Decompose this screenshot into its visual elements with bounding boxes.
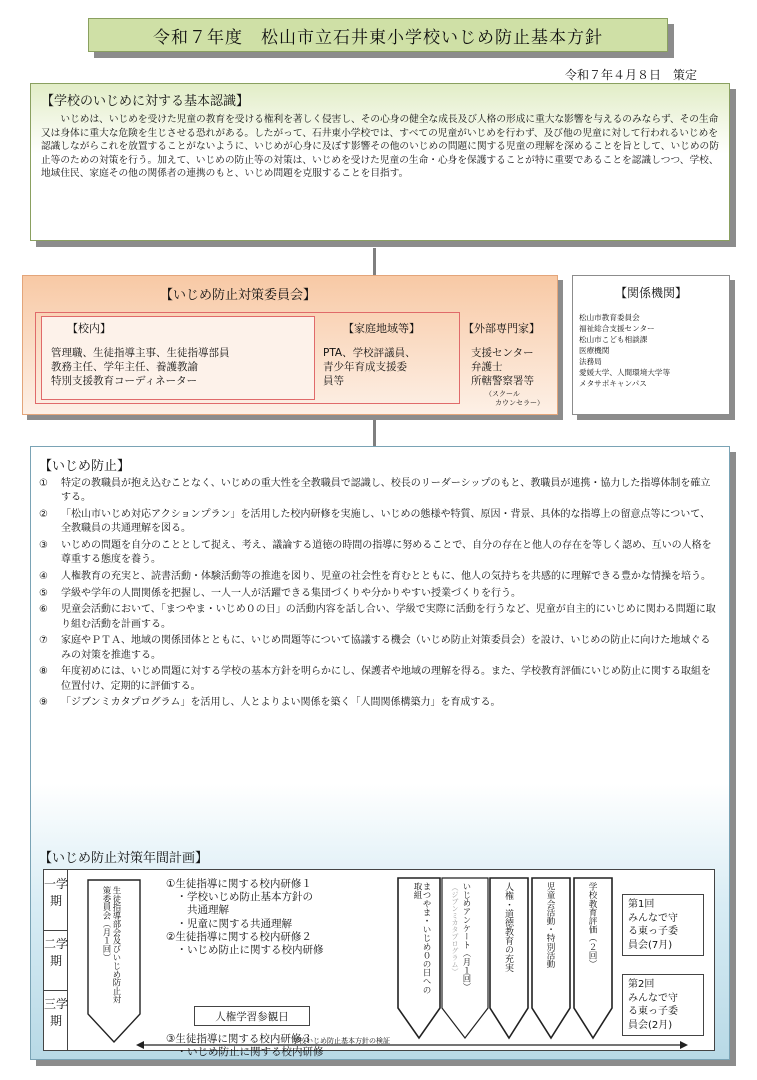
basic-heading: 【学校のいじめに対する基本認識】	[41, 94, 250, 109]
basic-body: いじめは、いじめを受けた児童の教育を受ける権利を著しく侵害し、その心身の健全な成長及び人格の形成に重大な影響を与えるのみならず、その生命又は身体に重大な危険を生じさせる恐れがある。したがって、石井東小学校では、すべての児童がいじめを行わず、及び他の児童に対して行われるいじめを認識しながらこれを放置することがないように、いじめが心身に及ぼす影響その他のいじめの問題に関する児童の理解を深めることを旨として、いじめの防止等のための対策を行う。加えて、いじめの防止等の対策は、いじめを受けた児童の生命・心身を保護することが特に重要であることを認識しつつ、学校、地域住民、家庭その他の関係者の連携のもと、いじめ問題を克服することを目指す。	[41, 114, 719, 180]
prevention-item	[39, 477, 719, 506]
column-text-2-sub: （ジブンミカタプログラム）	[451, 884, 459, 975]
meeting-line: る東っ子委	[628, 1006, 678, 1017]
prevention-item	[39, 696, 719, 710]
expert-note-line: カウンセラー）	[495, 399, 544, 407]
item-text: 特定の教職員が抱え込むことなく、いじめの重大性を全教職員で認識し、校長のリーダーシップのもと、教職員が連携・協力した指導体制を確立する。	[61, 478, 711, 504]
column-text-2: いじめアンケート（月１回）	[462, 882, 472, 992]
training-line: ・学校いじめ防止基本方針の	[166, 891, 313, 904]
item-number: ③	[39, 539, 48, 551]
home-member-line: 青少年育成支援委	[323, 361, 407, 373]
term-divider	[44, 990, 68, 991]
prevention-item	[39, 634, 719, 663]
meeting-line: 第1回	[628, 899, 655, 910]
verification-arrow	[136, 1040, 688, 1050]
school-member-line: 特別支援教育コーディネーター	[51, 375, 198, 387]
related-list	[579, 312, 670, 389]
verification-label: 学校いじめ防止基本方針の検証	[292, 1037, 390, 1045]
annual-plan	[43, 869, 715, 1059]
related-item: 松山市こども相談課	[579, 335, 648, 344]
item-number: ①	[39, 478, 48, 489]
item-number: ②	[39, 508, 48, 520]
meeting-line: みんなで守	[628, 912, 678, 924]
prevention-item	[39, 539, 719, 568]
prevention-item	[39, 587, 719, 601]
home-member-line: PTA、学校評議員、	[323, 347, 416, 359]
item-text: 人権教育の充実と、読書活動・体験活動等の推進を図り、児童の社会性を育むとともに、他人の気持ちを共感的に理解できる豊かな情操を培う。	[61, 570, 711, 582]
item-text: 児童会活動において、「まつやま・いじめ０の日」の活動内容を話し合い、学級で実際に活動を行うなど、児童が自主的にいじめに関わる問題に取り組む活動を計画する。	[61, 604, 716, 630]
page-title	[88, 18, 668, 52]
term-3: 三学期	[44, 997, 69, 1028]
item-text: 「松山市いじめ対応アクションプラン」を活用した校内研修を実施し、いじめの態様や特質、原因・背景、具体的な指導上の留意点等について、全教職員の共通理解を図る。	[61, 508, 711, 535]
meeting-line: 員会(2月)	[628, 1019, 673, 1031]
expert-member-line: 所轄警察署等	[471, 375, 534, 387]
training-line: ・児童に関する共通理解	[166, 917, 292, 930]
prevention-list	[39, 477, 719, 713]
related-item: 松山市教育委員会	[579, 313, 640, 322]
item-number: ④	[39, 570, 48, 582]
related-agencies-section	[572, 275, 730, 415]
item-text: 学級や学年の人間関係を把握し、一人一人が活躍できる集団づくりや分かりやすい授業づくりを行う。	[61, 587, 521, 599]
plan-heading: 【いじめ防止対策年間計画】	[39, 851, 209, 866]
related-item: 愛媛大学、人間環境大学等	[579, 368, 671, 377]
school-members	[51, 346, 230, 388]
term-divider	[44, 930, 68, 931]
school-member-line: 教務主任、学年主任、養護教諭	[51, 361, 198, 373]
training-line: ①生徒指導に関する校内研修１	[166, 878, 312, 890]
training-line: ・いじめ防止に関する校内研修	[166, 944, 324, 957]
term-1: 一学期	[44, 877, 69, 908]
terms-column	[44, 870, 68, 1050]
column-text-1: まつやま・いじめ０の日への取組	[412, 882, 431, 994]
item-text: いじめの問題を自分のこととして捉え、考え、議論する道徳の時間の指導に努めることで、自分の存在と他人の存在を等しく認め、互いの人格を尊重する態度を養う。	[61, 539, 712, 566]
committee-title: 【いじめ防止対策委員会】	[159, 288, 316, 303]
date-text: 令和７年４月８日 策定	[564, 68, 697, 82]
related-item: 福祉総合支援センター	[579, 324, 655, 333]
meeting-line: みんなで守	[628, 992, 678, 1004]
connector-line	[373, 420, 376, 446]
meeting-1	[622, 894, 704, 956]
home-member-line: 員等	[323, 375, 344, 387]
prevention-item	[39, 508, 719, 537]
item-text: 「ジブンミカタプログラム」を活用し、人とよりよい関係を築く「人間関係構築力」を育成する。	[61, 697, 501, 709]
meeting-line: 第2回	[628, 979, 655, 990]
training-line: 共通理解	[166, 904, 229, 917]
training-line: ②生徒指導に関する校内研修２	[166, 930, 312, 943]
jinken-box: 人権学習参観日	[194, 1006, 310, 1026]
expert-member-line: 弁護士	[471, 361, 503, 373]
training-1	[166, 878, 324, 957]
column-text-4: 児童会活動・特別活動	[545, 882, 555, 968]
prevention-item	[39, 570, 719, 584]
page-title-text: 令和７年度 松山市立石井東小学校いじめ防止基本方針	[153, 27, 603, 48]
related-title: 【関係機関】	[614, 286, 687, 300]
item-text: 家庭やＰＴＡ、地域の関係団体とともに、いじめ問題等について協議する機会（いじめ防止対策委員会）を設け、いじめの防止に向けた地域ぐるみの対策を推進する。	[61, 635, 711, 661]
item-number: ⑥	[39, 604, 48, 616]
prevention-item	[39, 665, 719, 694]
item-number: ⑦	[39, 635, 48, 647]
home-members	[323, 346, 416, 388]
connector-line	[373, 248, 376, 275]
prevention-item	[39, 603, 719, 632]
term-2: 二学期	[44, 937, 69, 968]
column-text-5: 学校教育評価（２回）	[587, 882, 597, 968]
item-number: ⑧	[39, 666, 48, 678]
expert-member-line: 支援センター	[471, 347, 534, 359]
expert-note	[485, 390, 544, 408]
training-line: ・いじめ防止に関する校内研修	[166, 1046, 324, 1059]
school-label: 【校内】	[67, 322, 111, 335]
prevention-heading: 【いじめ防止】	[39, 459, 131, 474]
item-text: 年度初めには、いじめ問題に対する学校の基本方針を明らかにし、保護者や地域の理解を得る。また、学校教育評価にいじめ防止に関する取組を位置付け、定期的に評価する。	[61, 666, 711, 692]
prevention-section	[30, 446, 730, 1060]
meeting-line: る東っ子委	[628, 926, 678, 937]
expert-members	[471, 346, 534, 388]
related-item: 医療機関	[579, 346, 610, 355]
related-item: 法務局	[579, 357, 602, 366]
item-number: ⑨	[39, 697, 48, 709]
related-item: メタサポキャンパス	[579, 379, 647, 388]
item-number: ⑤	[39, 587, 48, 599]
column-text-3: 人権・道徳教育の充実	[503, 882, 513, 972]
basic-recognition-section	[30, 83, 730, 241]
home-label: 【家庭地域等】	[343, 322, 420, 335]
committee-section	[22, 275, 558, 415]
meeting-line: 員会(7月)	[628, 939, 673, 951]
school-member-line: 管理職、生徒指導主事、生徒指導部員	[51, 347, 230, 359]
expert-label: 【外部専門家】	[463, 322, 540, 335]
meeting-2	[622, 974, 704, 1036]
expert-note-line: （スクール	[485, 390, 520, 398]
committee-arrow-text: 生徒指導部会及びいじめ防止対策委員会（月１回）	[102, 886, 122, 1004]
training-line: ③生徒指導に関する校内研修３	[166, 1033, 312, 1045]
